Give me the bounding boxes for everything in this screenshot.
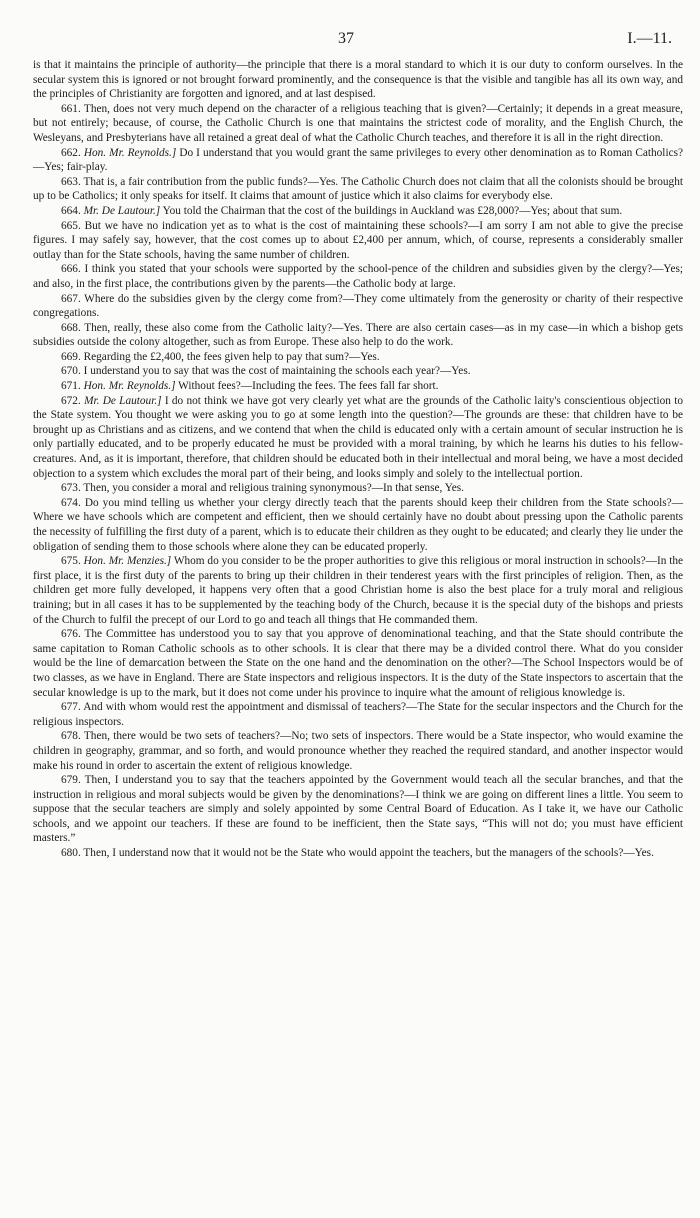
question-paragraph-679	[33, 773, 683, 846]
question-paragraph-670	[33, 364, 683, 379]
paragraph-text: Then, I understand now that it would not be the State who would appoint the teachers, but the managers of the schools?—Yes.	[83, 847, 654, 860]
paragraph-text: Without fees?—Including the fees. The fees fall far short.	[178, 380, 439, 393]
question-number: 670.	[61, 365, 81, 378]
question-paragraph-661	[33, 102, 683, 146]
paragraph-text: Then, does not very much depend on the character of a religious teaching that is given?—Certainly; it depends in a great measure, but not entirely; because, of course, the Catholic Church is one that maintains the strictest code of morality, and the English Church, the Wesleyans, and Presbyterians have all retained a great deal of what the Catholic Church teaches, and therefore it is all in the right direction.	[33, 102, 683, 144]
paragraph-text: And with whom would rest the appointment and dismissal of teachers?—The State for the secular inspectors and the Church for the religious inspectors.	[33, 701, 683, 728]
question-number: 668.	[61, 321, 81, 334]
question-number: 674.	[61, 496, 81, 509]
speaker-name: Mr. De Lautour.]	[84, 394, 162, 407]
question-paragraph-662	[33, 146, 683, 175]
question-paragraph-666	[33, 262, 683, 291]
speaker-name: Hon. Mr. Reynolds.]	[83, 380, 176, 393]
question-number: 677.	[61, 701, 81, 714]
paragraph-text: You told the Chairman that the cost of the buildings in Auckland was £28,000?—Yes; about that sum.	[162, 204, 623, 217]
question-paragraph-675	[33, 554, 683, 627]
question-paragraph-663	[33, 175, 683, 204]
question-number: 667.	[61, 292, 81, 305]
speaker-name: Hon. Mr. Menzies.]	[83, 555, 172, 568]
question-number: 679.	[61, 774, 81, 787]
question-number: 675.	[61, 555, 81, 568]
paragraph-text: That is, a fair contribution from the public funds?—Yes. The Catholic Church does not claim that all the colonists should be brought up to be Catholics; it only speaks for itself. It claims that amount of justice which it also claims for everybody else.	[33, 175, 683, 203]
question-paragraph-676	[33, 627, 683, 700]
speaker-name: Mr. De Lautour.]	[83, 204, 161, 217]
paragraph-text: Do you mind telling us whether your clergy directly teach that the parents should keep their children from the State schools?—Where we have schools which are competent and efficient, then we should certainly have no doubt about pressing upon the Catholic parents the necessity of fulfilling the first duty of a parent, which is to educate their children as they ought to be educated; and clearly they lie under the obligation of sending them to those schools where alone they can be educated properly.	[33, 496, 683, 553]
question-number: 676.	[61, 628, 81, 641]
document-body	[33, 58, 683, 861]
question-paragraph-665	[33, 219, 683, 263]
paragraph-text: Then, really, these also come from the Catholic laity?—Yes. There are also certain cases—as in my case—in which a bishop gets subsidies outside the colony altogether, such as from Europe. These also help to do the work.	[33, 321, 683, 349]
question-number: 662.	[61, 146, 81, 159]
question-paragraph-664	[33, 204, 683, 219]
question-number: 669.	[61, 350, 81, 363]
paragraph-text: I understand you to say that was the cost of maintaining the schools each year?—Yes.	[83, 365, 471, 378]
paragraph-text: Then, you consider a moral and religious training synonymous?—In that sense, Yes.	[83, 482, 464, 495]
paragraph-continuation	[33, 58, 683, 102]
question-number: 678.	[61, 730, 81, 743]
question-paragraph-673	[33, 481, 683, 496]
question-paragraph-677	[33, 700, 683, 729]
paragraph-text: Whom do you consider to be the proper authorities to give this religious or moral instruction in schools?—In the first place, it is the first duty of the parents to bring up their children in their tenderest years with the first principles of religion. Then, as the children get more fully developed, it happens very often that a good Christian home is also the best place for a truly moral and religious training; but in all cases it has to be supplemented by the teaching body of the Church, because it is the special duty of the bishops and priests of the Church to fulfil the precept of our Lord to go and teach all things that He commanded them.	[33, 555, 684, 626]
question-number: 666.	[61, 263, 81, 276]
paragraph-text: Then, there would be two sets of teachers?—No; two sets of inspectors. There would be a State inspector, who would examine the children in geography, grammar, and so forth, and would pronounce whether they reached the required standard, and another inspector would make his round in order to ascertain the extent of religious knowledge.	[33, 730, 683, 772]
question-paragraph-680	[33, 846, 683, 861]
paragraph-text: The Committee has understood you to say that you approve of denominational teaching, and that the State should contribute the same capitation to Roman Catholic schools as to other schools. It is clear that there may be a divided control there. What do you consider would be the line of demarcation between the State on the one hand and the denomination on the other?—The School Inspectors would be of two classes, as we have in England. There are State inspectors and religious inspectors. It is the duty of the State inspectors to ascertain that the secular knowledge is up to the mark, but it does not come under his province to inquire what the amount of religious knowledge is.	[33, 628, 684, 699]
question-number: 673.	[61, 482, 81, 495]
question-paragraph-667	[33, 292, 683, 321]
paragraph-text: I do not think we have got very clearly yet what are the grounds of the Catholic laity's conscientious objection to the State system. You thought we were asking you to go at some length into the question?—The grounds are these: that children have to be brought up as Christians and as citizens, and we contend that when the child is educated only with a certain amount of secular instruction he is only partially educated, and to be properly educated he must be provided with a moral training, by which he learns his duties to his fellow-creatures. And, as it is important, therefore, that children should be educated both in their intellectual and moral being, we have a most decided objection to a system which excludes the moral part of their being, and looks simply and solely to the intellectual portion.	[33, 394, 683, 480]
question-paragraph-672	[33, 394, 683, 482]
question-paragraph-669	[33, 350, 683, 365]
question-number: 680.	[61, 847, 81, 860]
question-number: 663.	[61, 175, 81, 188]
document-reference: I.—11.	[627, 30, 672, 47]
page-header	[0, 30, 700, 52]
question-number: 661.	[61, 102, 81, 115]
page-number: 37	[338, 30, 354, 47]
paragraph-text: Where do the subsidies given by the clergy come from?—They come ultimately from the generosity or charity of their respective congregations.	[33, 292, 683, 320]
paragraph-text: Then, I understand you to say that the teachers appointed by the Government would teach all the secular branches, and that the instruction in religious and moral subjects would be given by the denominations?—I think we are going on different lines a little. You seem to suppose that the secular teachers are simply and solely appointed by some Central Board of Education. As I take it, we have our Catholic schools, and we appoint our teachers. If these are found to be inefficient, then the State says, “This will not do; you must have efficient masters.”	[33, 774, 683, 845]
speaker-name: Hon. Mr. Reynolds.]	[83, 146, 177, 159]
question-paragraph-668	[33, 321, 683, 350]
paragraph-text: Regarding the £2,400, the fees given help to pay that sum?—Yes.	[83, 350, 380, 363]
question-number: 672.	[61, 394, 81, 407]
paragraph-text: I think you stated that your schools were supported by the school-pence of the children and subsidies given by the clergy?—Yes; and also, in the first place, the contributions given by the parents—the Catholic body at large.	[33, 263, 683, 290]
paragraph-text: But we have no indication yet as to what is the cost of maintaining these schools?—I am sorry I am not able to give the precise figures. I may safely say, however, that the cost comes up to about £2,400 per annum, which, of course, represents a considerably smaller outlay than for the State schools, having the same number of children.	[33, 219, 683, 261]
question-paragraph-678	[33, 729, 683, 773]
question-paragraph-671	[33, 379, 683, 394]
paragraph-text: Do I understand that you would grant the same privileges to every other denomination as to Roman Catholics?—Yes; fair-play.	[33, 146, 684, 174]
question-paragraph-674	[33, 496, 683, 554]
question-number: 664.	[61, 204, 81, 217]
question-number: 671.	[61, 380, 81, 393]
paragraph-text: is that it maintains the principle of authority—the principle that there is a moral standard to which it is our duty to conform ourselves. In the secular system this is ignored or not brought forward prominently, and the consequence is that the visible and tangible has all its own way, and the principles of Christianity are forgotten and ignored, and at last despised.	[33, 59, 683, 101]
question-number: 665.	[61, 219, 81, 232]
